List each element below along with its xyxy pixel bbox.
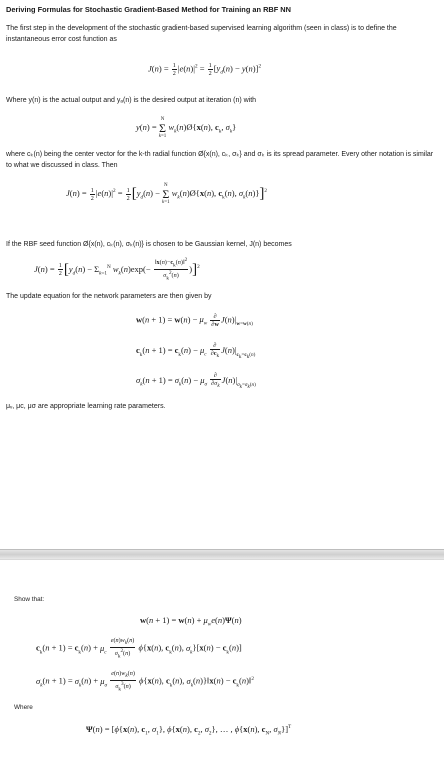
where-output-line: Where y(n) is the actual output and yₐ(n) is the desired output at iteration (n) with [6, 97, 257, 104]
equation-network-output: y(n) = N Σ k=1 $w_k(n)Ø\{x(n)$, $c_k$, $\sigma_k$} [136, 117, 237, 139]
psi-definition: Ψ(n) = [ϕ{x(n), $c_1$, $\sigma_1$}, ϕ{x(n), $c_2$, $\sigma_2$}, … , ϕ{x(n), $c_N$, $\sigma_N\}]^T$ [86, 724, 292, 737]
equation-weight-update: $w(n + 1) = w(n) - \mu_w$ $\frac{\partial}{\partial w}$ $J(n)|_{w=w(n)}$ [136, 313, 253, 328]
equation-center-update: $c_k(n + 1) = c_k(n) - \mu_c$ $\frac{\partial}{\partial c_k}$ $J(n)|_{c_k=c_k(n)}$ [136, 342, 256, 360]
equation-gaussian-cost: J(n) = $\frac{1}{2}$ [$y_d(n) - \Sigma_{k=1}^N$ $w_k(n)\exp(-$ $\frac{‖x(n)-c_k(n)‖^2}{\sigma_k^2(n)}$ )]$^2$ [34, 257, 200, 282]
center-vector-paragraph: where cₖ(n) being the center vector for the k-th radial function Ø{x(n), cₖ, σₖ} and σₖ is its spread parameter. Every other notation is similar to what we discussed in class. Then [6, 151, 434, 169]
learning-rate-line: μᵥ, μc, μσ are appropriate learning rate parameters. [6, 403, 166, 410]
section-divider [0, 549, 444, 560]
intro-paragraph: The first step in the development of the stochastic gradient-based supervised learning algorithm (seen in class) is to define the instantaneous error cost function as [6, 25, 397, 43]
gaussian-kernel-line: If the RBF seed function Ø{x(n), cₖ(n), σₖ(n)} is chosen to be Gaussian kernel, J(n) becomes [6, 241, 292, 248]
document-page-bottom [0, 560, 444, 760]
equation-spread-update: $\sigma_k(n + 1) = \sigma_k(n) - \mu_\sigma$ $\frac{\partial}{\partial\sigma_k}$ $J(n)|_{\sigma_k=\sigma_k(n)}$ [136, 372, 256, 390]
show-that-label: Show that: [14, 596, 45, 603]
result-weight-update: $w(n + 1) = w(n) + \mu_we(n)\Psi(n)$ [140, 615, 242, 628]
result-spread-update: $\sigma_k(n + 1) = \sigma_k(n) + \mu_\sigma$ $\frac{e(n)w_k(n)}{\sigma_k^3(n)}$ ϕ{x(n), $c_k(n)$, $\sigma_k(n)\}‖x(n)$ − $c_k(n)‖^2$ [36, 670, 254, 693]
result-center-update: $c_k(n + 1) = c_k(n) + \mu_c$ $\frac{e(n)w_k(n)}{\sigma_k^2(n)}$ ϕ{x(n), $c_k(n)$, $\sigma_k\}[x(n) - c_k(n)]$ [36, 637, 242, 660]
equation-cost-expanded: J(n) = $\frac{1}{2}$ $|e(n)|^2$ = $\frac{1}{2}$ [$y_d(n) - N$ Σ k=1 $w_k(n)Ø\{x(n)$, $c_k(n)$, $\sigma_k(n)\}]^2$ [66, 183, 267, 205]
update-equations-intro: The update equation for the network parameters are then given by [6, 293, 212, 300]
document-title: Deriving Formulas for Stochastic Gradient-Based Method for Training an RBF NN [6, 5, 291, 14]
equation-cost-function: J(n) = $\frac{1}{2}$ $|e(n)|^2$ = $\frac{1}{2}$ $[y_d(n) - y(n)]^2$ [148, 62, 262, 77]
where-label: Where [14, 704, 33, 711]
